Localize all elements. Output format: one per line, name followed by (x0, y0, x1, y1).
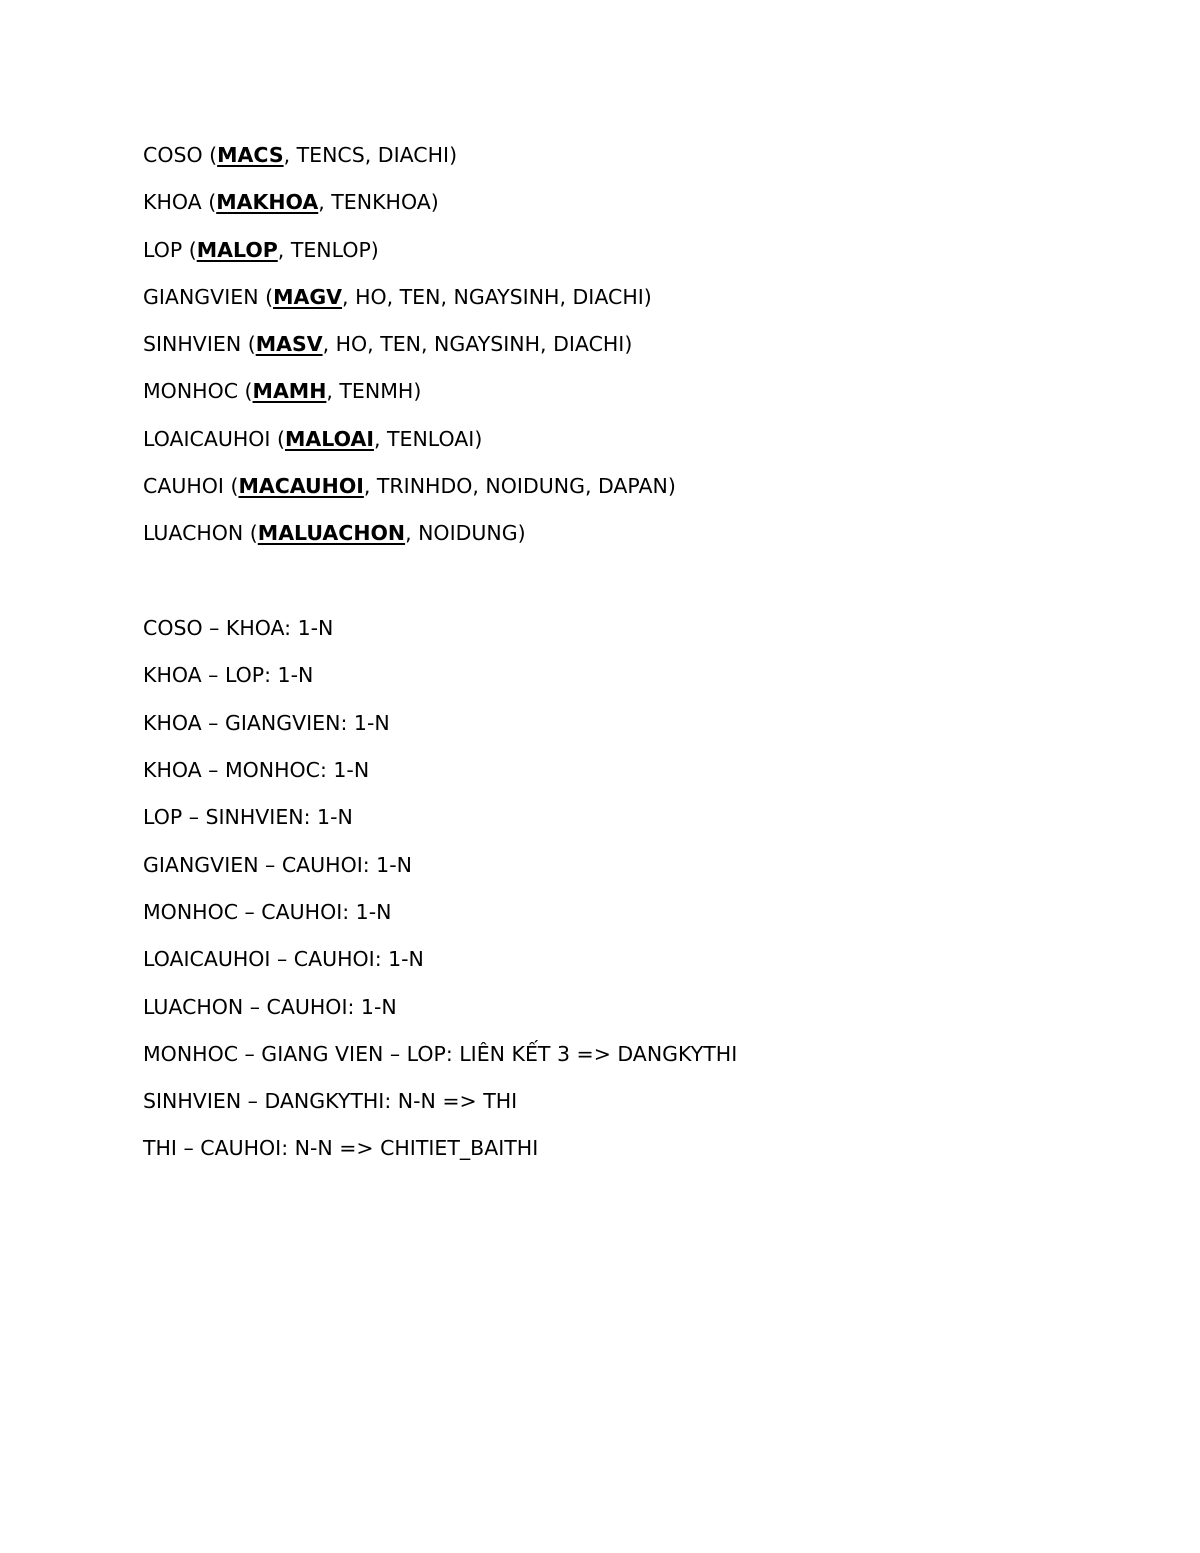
relationship-line: KHOA – LOP: 1-N (143, 663, 314, 688)
entity-attributes: , HO, TEN, NGAYSINH, DIACHI) (322, 332, 633, 357)
primary-key: MALUACHON (257, 521, 406, 546)
relationship-line: THI – CAUHOI: N-N => CHITIET_BAITHI (143, 1136, 539, 1161)
entity-attributes: , TRINHDO, NOIDUNG, DAPAN) (363, 474, 676, 499)
entity-line: LUACHON (MALUACHON, NOIDUNG) (143, 521, 526, 546)
blank-line (143, 566, 1143, 614)
entity-name: CAUHOI (143, 474, 224, 499)
entity-line: COSO (MACS, TENCS, DIACHI) (143, 143, 458, 167)
relationship-line: MONHOC – GIANG VIEN – LOP: LIÊN KẾT 3 => DANGKYTHI (143, 1041, 738, 1066)
relationship-line: COSO – KHOA: 1-N (143, 616, 334, 641)
relationship-line: KHOA – MONHOC: 1-N (143, 758, 370, 783)
primary-key: MAKHOA (216, 190, 319, 215)
entity-name: LUACHON (143, 521, 244, 546)
entity-name: KHOA (143, 190, 202, 215)
entity-name: GIANGVIEN (143, 284, 259, 309)
primary-key: MALOP (196, 237, 278, 262)
entity-line: SINHVIEN (MASV, HO, TEN, NGAYSINH, DIACHI) (143, 332, 633, 357)
entity-name: SINHVIEN (143, 332, 242, 357)
relationship-line: KHOA – GIANGVIEN: 1-N (143, 710, 390, 735)
entity-attributes: , NOIDUNG) (405, 521, 526, 546)
entity-line: GIANGVIEN (MAGV, HO, TEN, NGAYSINH, DIACHI) (143, 284, 652, 309)
entity-name: LOAICAUHOI (143, 426, 271, 451)
relationship-line: LOAICAUHOI – CAUHOI: 1-N (143, 947, 424, 972)
relationship-line: LUACHON – CAUHOI: 1-N (143, 994, 397, 1019)
primary-key: MALOAI (285, 426, 374, 451)
relationship-line: GIANGVIEN – CAUHOI: 1-N (143, 852, 412, 877)
entity-name: MONHOC (143, 379, 239, 404)
entity-attributes: , HO, TEN, NGAYSINH, DIACHI) (342, 284, 652, 309)
entity-line: KHOA (MAKHOA, TENKHOA) (143, 190, 439, 215)
primary-key: MAGV (273, 284, 343, 309)
entity-attributes: , TENLOAI) (373, 426, 483, 451)
entity-attributes: , TENCS, DIACHI) (283, 143, 458, 167)
relationship-line: SINHVIEN – DANGKYTHI: N-N => THI (143, 1089, 518, 1114)
primary-key: MAMH (252, 379, 327, 404)
primary-key: MASV (255, 332, 323, 357)
relationship-line: MONHOC – CAUHOI: 1-N (143, 899, 392, 924)
entity-line: LOP (MALOP, TENLOP) (143, 237, 379, 262)
entity-line: LOAICAUHOI (MALOAI, TENLOAI) (143, 426, 483, 451)
entity-attributes: , TENKHOA) (318, 190, 439, 215)
entity-line: CAUHOI (MACAUHOI, TRINHDO, NOIDUNG, DAPAN) (143, 474, 676, 499)
relationship-list (143, 613, 1143, 1181)
entity-list (143, 140, 1143, 566)
primary-key: MACS (217, 143, 284, 167)
relationship-line: LOP – SINHVIEN: 1-N (143, 805, 353, 830)
entity-attributes: , TENMH) (326, 379, 422, 404)
entity-name: COSO (143, 143, 203, 167)
entity-line: MONHOC (MAMH, TENMH) (143, 379, 422, 404)
entity-name: LOP (143, 237, 183, 262)
document-page (143, 140, 1143, 1181)
primary-key: MACAUHOI (238, 474, 364, 499)
entity-attributes: , TENLOP) (277, 237, 379, 262)
